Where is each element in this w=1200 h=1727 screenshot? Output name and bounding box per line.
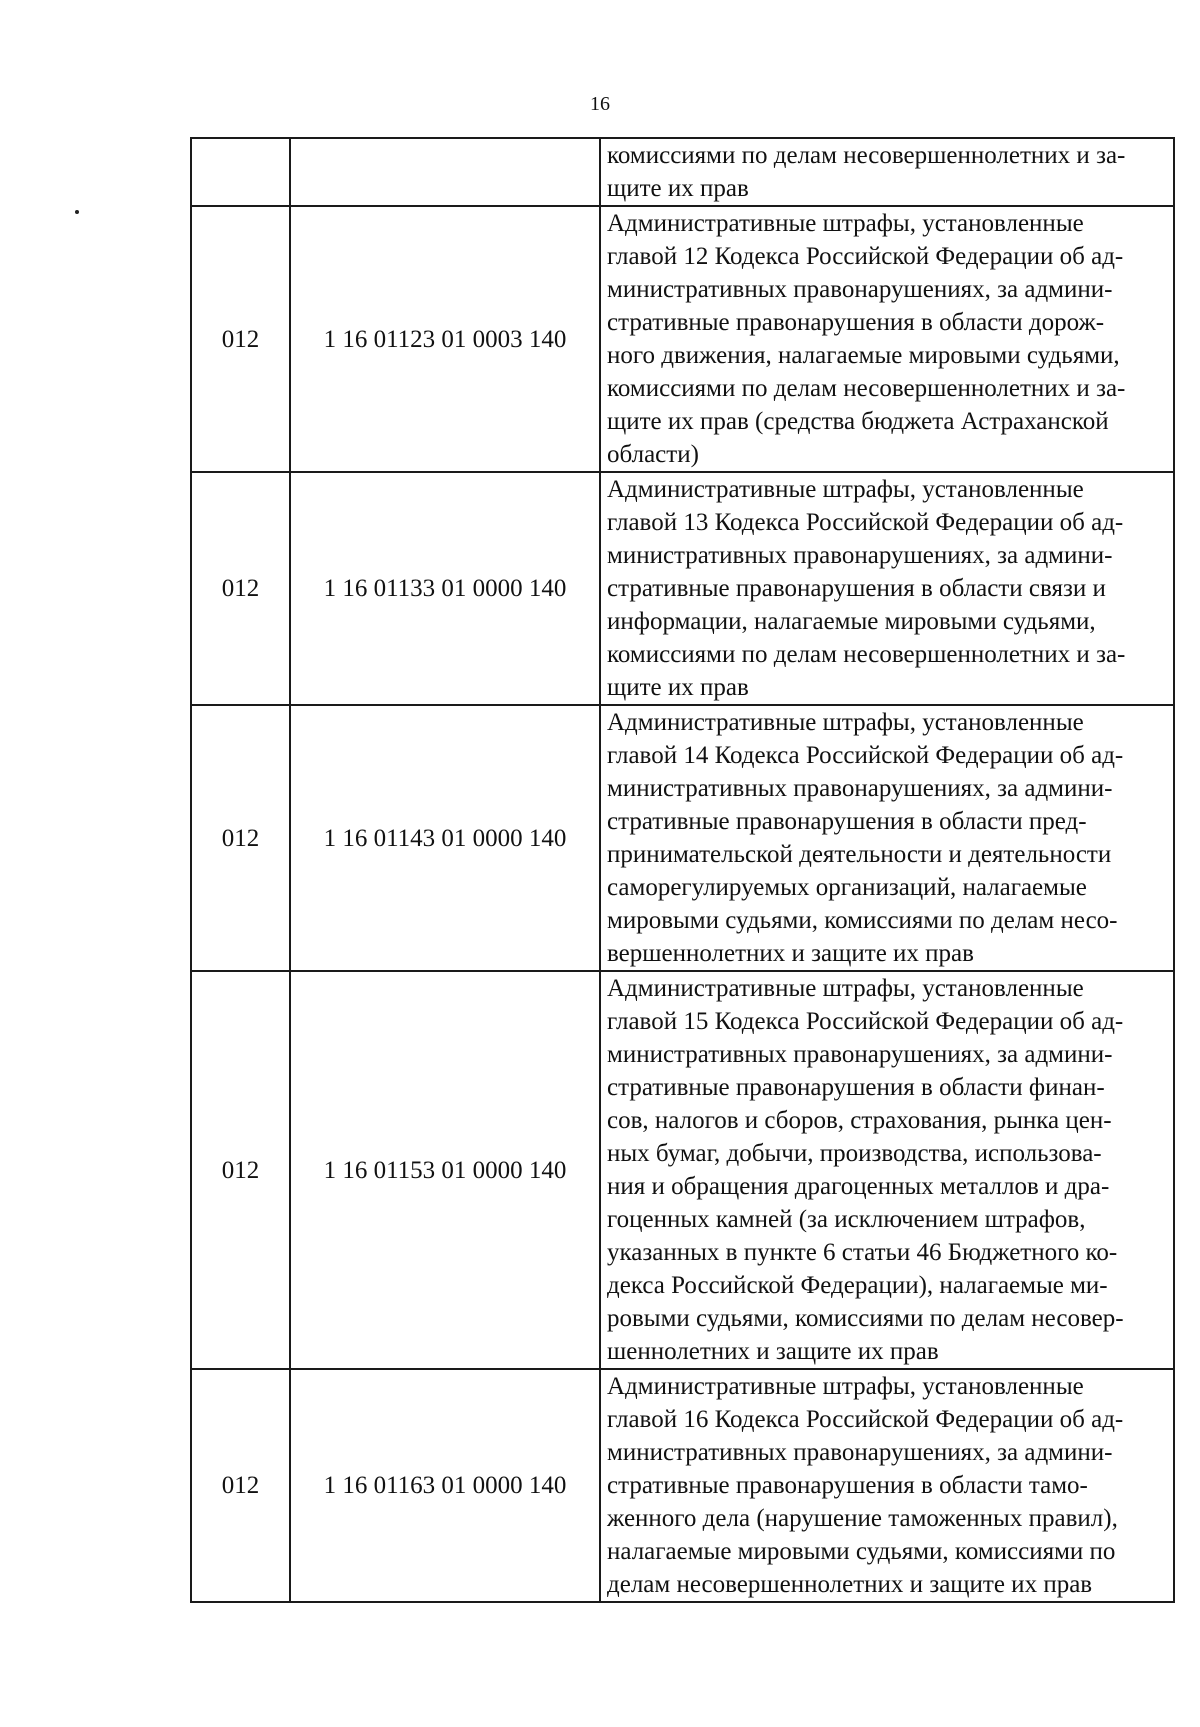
admin-code-cell: 012 (191, 971, 290, 1369)
kbk-code-cell: 1 16 01133 01 0000 140 (290, 472, 600, 705)
description-line: комиссиями по делам несовершеннолетних и за- (607, 375, 1126, 402)
description-line: главой 13 Кодекса Российской Федерации об ад- (607, 509, 1124, 536)
kbk-code-cell (290, 138, 600, 206)
description-line: женного дела (нарушение таможенных правил), (607, 1505, 1118, 1532)
description-line: гоценных камней (за исключением штрафов, (607, 1206, 1086, 1233)
description-line: главой 14 Кодекса Российской Федерации об ад- (607, 742, 1124, 769)
description-line: шеннолетних и защите их прав (607, 1338, 939, 1365)
description-line: стративные правонарушения в области дорож- (607, 309, 1105, 336)
kbk-code-cell: 1 16 01153 01 0000 140 (290, 971, 600, 1369)
description-line: указанных в пункте 6 статьи 46 Бюджетного ко- (607, 1239, 1118, 1266)
table-row (191, 971, 1174, 1369)
description-line: сов, налогов и сборов, страхования, рынка цен- (607, 1107, 1112, 1134)
kbk-code-cell: 1 16 01143 01 0000 140 (290, 705, 600, 971)
description-cell (600, 971, 1174, 1369)
description-line: ния и обращения драгоценных металлов и дра- (607, 1173, 1110, 1200)
description-line: стративные правонарушения в области пред- (607, 808, 1087, 835)
kbk-code-cell: 1 16 01163 01 0000 140 (290, 1369, 600, 1602)
table-row (191, 138, 1174, 206)
description-line: принимательской деятельности и деятельности (607, 841, 1112, 868)
description-line: информации, налагаемые мировыми судьями, (607, 608, 1096, 635)
description-line: комиссиями по делам несовершеннолетних и за- (607, 142, 1126, 169)
description-line: главой 15 Кодекса Российской Федерации об ад- (607, 1008, 1124, 1035)
description-line: министративных правонарушениях, за админи- (607, 1041, 1113, 1068)
table-row (191, 206, 1174, 472)
table-row (191, 705, 1174, 971)
scan-speck (75, 210, 79, 214)
description-line: Административные штрафы, установленные (607, 709, 1084, 736)
description-line: комиссиями по делам несовершеннолетних и за- (607, 641, 1126, 668)
description-cell (600, 206, 1174, 472)
description-cell (600, 1369, 1174, 1602)
description-line: Административные штрафы, установленные (607, 1373, 1084, 1400)
description-line: министративных правонарушениях, за админи- (607, 775, 1113, 802)
description-line: Административные штрафы, установленные (607, 210, 1084, 237)
admin-code-cell: 012 (191, 206, 290, 472)
description-line: делам несовершеннолетних и защите их прав (607, 1571, 1093, 1598)
description-line: Административные штрафы, установленные (607, 975, 1084, 1002)
description-line: главой 16 Кодекса Российской Федерации об ад- (607, 1406, 1124, 1433)
description-line: декса Российской Федерации), налагаемые ми- (607, 1272, 1108, 1299)
page-number: 16 (590, 93, 610, 115)
description-line: ровыми судьями, комиссиями по делам несовер- (607, 1305, 1124, 1332)
kbk-code-cell: 1 16 01123 01 0003 140 (290, 206, 600, 472)
admin-code-cell: 012 (191, 1369, 290, 1602)
fines-table (190, 137, 1175, 1603)
description-line: мировыми судьями, комиссиями по делам несо- (607, 907, 1118, 934)
description-line: министративных правонарушениях, за админи- (607, 542, 1113, 569)
description-line: Административные штрафы, установленные (607, 476, 1084, 503)
description-line: ных бумаг, добычи, производства, использова- (607, 1140, 1102, 1167)
description-line: министративных правонарушениях, за админи- (607, 1439, 1113, 1466)
description-line: саморегулируемых организаций, налагаемые (607, 874, 1087, 901)
description-cell (600, 472, 1174, 705)
admin-code-cell: 012 (191, 472, 290, 705)
fines-table-body (191, 138, 1174, 1602)
description-line: стративные правонарушения в области финан- (607, 1074, 1105, 1101)
description-line: вершеннолетних и защите их прав (607, 940, 974, 967)
table-row (191, 472, 1174, 705)
description-line: щите их прав (607, 175, 749, 202)
table-row (191, 1369, 1174, 1602)
description-line: щите их прав (607, 674, 749, 701)
admin-code-cell (191, 138, 290, 206)
description-line: щите их прав (средства бюджета Астраханской (607, 408, 1109, 435)
description-line: главой 12 Кодекса Российской Федерации об ад- (607, 243, 1124, 270)
description-line: налагаемые мировыми судьями, комиссиями по (607, 1538, 1116, 1565)
description-line: министративных правонарушениях, за админи- (607, 276, 1113, 303)
admin-code-cell: 012 (191, 705, 290, 971)
description-line: стративные правонарушения в области тамо- (607, 1472, 1088, 1499)
description-cell (600, 138, 1174, 206)
description-line: области) (607, 441, 699, 468)
description-line: ного движения, налагаемые мировыми судьями, (607, 342, 1120, 369)
description-line: стративные правонарушения в области связи и (607, 575, 1106, 602)
description-cell (600, 705, 1174, 971)
